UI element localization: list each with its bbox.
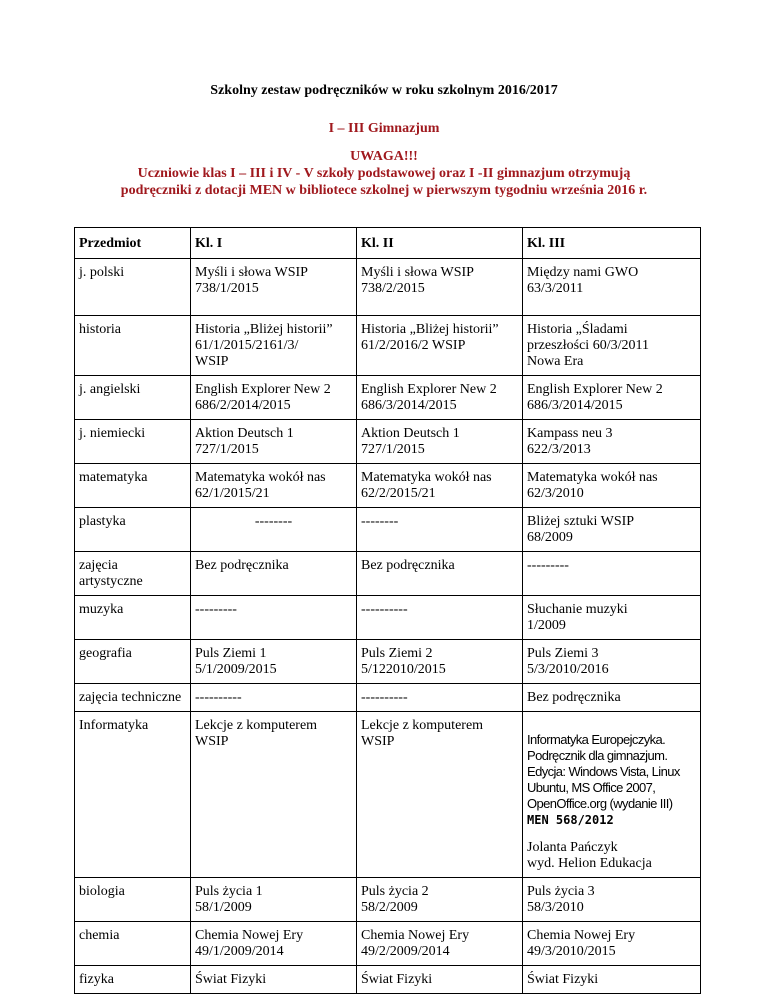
class-1-cell: Aktion Deutsch 1 727/1/2015 (191, 420, 357, 464)
class-1-cell: Historia „Bliżej historii” 61/1/2015/2161/3/ WSIP (191, 316, 357, 376)
subject-cell: j. polski (75, 259, 191, 316)
subject-cell: matematyka (75, 464, 191, 508)
table-header-row (75, 228, 701, 259)
class-3-cell: --------- (523, 552, 701, 596)
class-2-cell: ---------- (357, 684, 523, 712)
notice-line-1: UWAGA!!! (350, 149, 418, 164)
table-row (75, 259, 701, 316)
class-2-cell: -------- (357, 508, 523, 552)
class-2-cell: Myśli i słowa WSIP 738/2/2015 (357, 259, 523, 316)
class-3-cell: Kampass neu 3 622/3/2013 (523, 420, 701, 464)
class-1-cell: Chemia Nowej Ery 49/1/2009/2014 (191, 922, 357, 966)
subject-cell: biologia (75, 878, 191, 922)
table-row (75, 684, 701, 712)
book-description: Informatyka Europejczyka. Podręcznik dla gimnazjum. Edycja: Windows Vista, Linux Ubuntu, MS Office 2007, OpenOffice.org (wydanie III) (527, 732, 680, 811)
class-2-cell: Puls Ziemi 2 5/122010/2015 (357, 640, 523, 684)
class-1-cell: Puls życia 1 58/1/2009 (191, 878, 357, 922)
class-3-cell: Bez podręcznika (523, 684, 701, 712)
class-2-cell: Świat Fizyki (357, 966, 523, 994)
class-2-cell: English Explorer New 2 686/3/2014/2015 (357, 376, 523, 420)
class-3-cell: Chemia Nowej Ery 49/3/2010/2015 (523, 922, 701, 966)
class-3-cell (523, 712, 701, 878)
subject-cell: chemia (75, 922, 191, 966)
class-1-cell: Świat Fizyki (191, 966, 357, 994)
table-row (75, 376, 701, 420)
subject-cell: zajęcia artystyczne (75, 552, 191, 596)
class-3-cell: Między nami GWO 63/3/2011 (523, 259, 701, 316)
header-class-3: Kl. III (523, 228, 701, 259)
subject-cell: muzyka (75, 596, 191, 640)
subject-cell: Informatyka (75, 712, 191, 878)
subject-cell: fizyka (75, 966, 191, 994)
subject-cell: plastyka (75, 508, 191, 552)
class-3-cell: Puls życia 3 58/3/2010 (523, 878, 701, 922)
class-2-cell: Bez podręcznika (357, 552, 523, 596)
class-1-cell: --------- (191, 596, 357, 640)
document-subtitle: I – III Gimnazjum (328, 121, 440, 136)
class-1-cell: ---------- (191, 684, 357, 712)
header-class-2: Kl. II (357, 228, 523, 259)
class-1-cell: English Explorer New 2 686/2/2014/2015 (191, 376, 357, 420)
publisher: wyd. Helion Edukacja (527, 856, 652, 871)
class-1-cell: Puls Ziemi 1 5/1/2009/2015 (191, 640, 357, 684)
subject-cell: geografia (75, 640, 191, 684)
class-2-cell: Matematyka wokół nas 62/2/2015/21 (357, 464, 523, 508)
class-1-cell: Bez podręcznika (191, 552, 357, 596)
table-row (75, 640, 701, 684)
table-row (75, 596, 701, 640)
class-3-cell: English Explorer New 2 686/3/2014/2015 (523, 376, 701, 420)
textbook-table (74, 227, 701, 994)
subject-cell: j. niemiecki (75, 420, 191, 464)
subject-cell: zajęcia techniczne (75, 684, 191, 712)
table-row (75, 508, 701, 552)
subject-cell: historia (75, 316, 191, 376)
notice-line-2: Uczniowie klas I – III i IV - V szkoły podstawowej oraz I -II gimnazjum otrzymują (137, 166, 631, 181)
class-3-cell: Puls Ziemi 3 5/3/2010/2016 (523, 640, 701, 684)
subject-cell: j. angielski (75, 376, 191, 420)
table-row (75, 922, 701, 966)
class-3-cell: Matematyka wokół nas 62/3/2010 (523, 464, 701, 508)
class-2-cell: Historia „Bliżej historii” 61/2/2016/2 WSIP (357, 316, 523, 376)
class-3-cell: Historia „Śladami przeszłości 60/3/2011 Nowa Era (523, 316, 701, 376)
table-row (75, 552, 701, 596)
table-row (75, 316, 701, 376)
document-title: Szkolny zestaw podręczników w roku szkolnym 2016/2017 (210, 83, 558, 98)
author: Jolanta Pańczyk (527, 840, 618, 855)
class-2-cell: ---------- (357, 596, 523, 640)
class-3-cell: Słuchanie muzyki 1/2009 (523, 596, 701, 640)
class-1-cell: Lekcje z komputerem WSIP (191, 712, 357, 878)
class-2-cell: Aktion Deutsch 1 727/1/2015 (357, 420, 523, 464)
header-class-1: Kl. I (191, 228, 357, 259)
table-row (75, 878, 701, 922)
approval-code: MEN 568/2012 (527, 813, 614, 827)
table-row (75, 966, 701, 994)
notice-line-3: podręczniki z dotacji MEN w bibliotece szkolnej w pierwszym tygodniu września 2016 r. (120, 183, 648, 198)
class-2-cell: Chemia Nowej Ery 49/2/2009/2014 (357, 922, 523, 966)
table-row (75, 464, 701, 508)
table-row (75, 712, 701, 878)
class-3-cell: Bliżej sztuki WSIP 68/2009 (523, 508, 701, 552)
class-3-cell: Świat Fizyki (523, 966, 701, 994)
notice-block (0, 148, 768, 199)
class-2-cell: Puls życia 2 58/2/2009 (357, 878, 523, 922)
header-subject: Przedmiot (75, 228, 191, 259)
class-1-cell: -------- (191, 508, 357, 552)
class-1-cell: Myśli i słowa WSIP 738/1/2015 (191, 259, 357, 316)
class-2-cell: Lekcje z komputerem WSIP (357, 712, 523, 878)
table-row (75, 420, 701, 464)
class-1-cell: Matematyka wokół nas 62/1/2015/21 (191, 464, 357, 508)
